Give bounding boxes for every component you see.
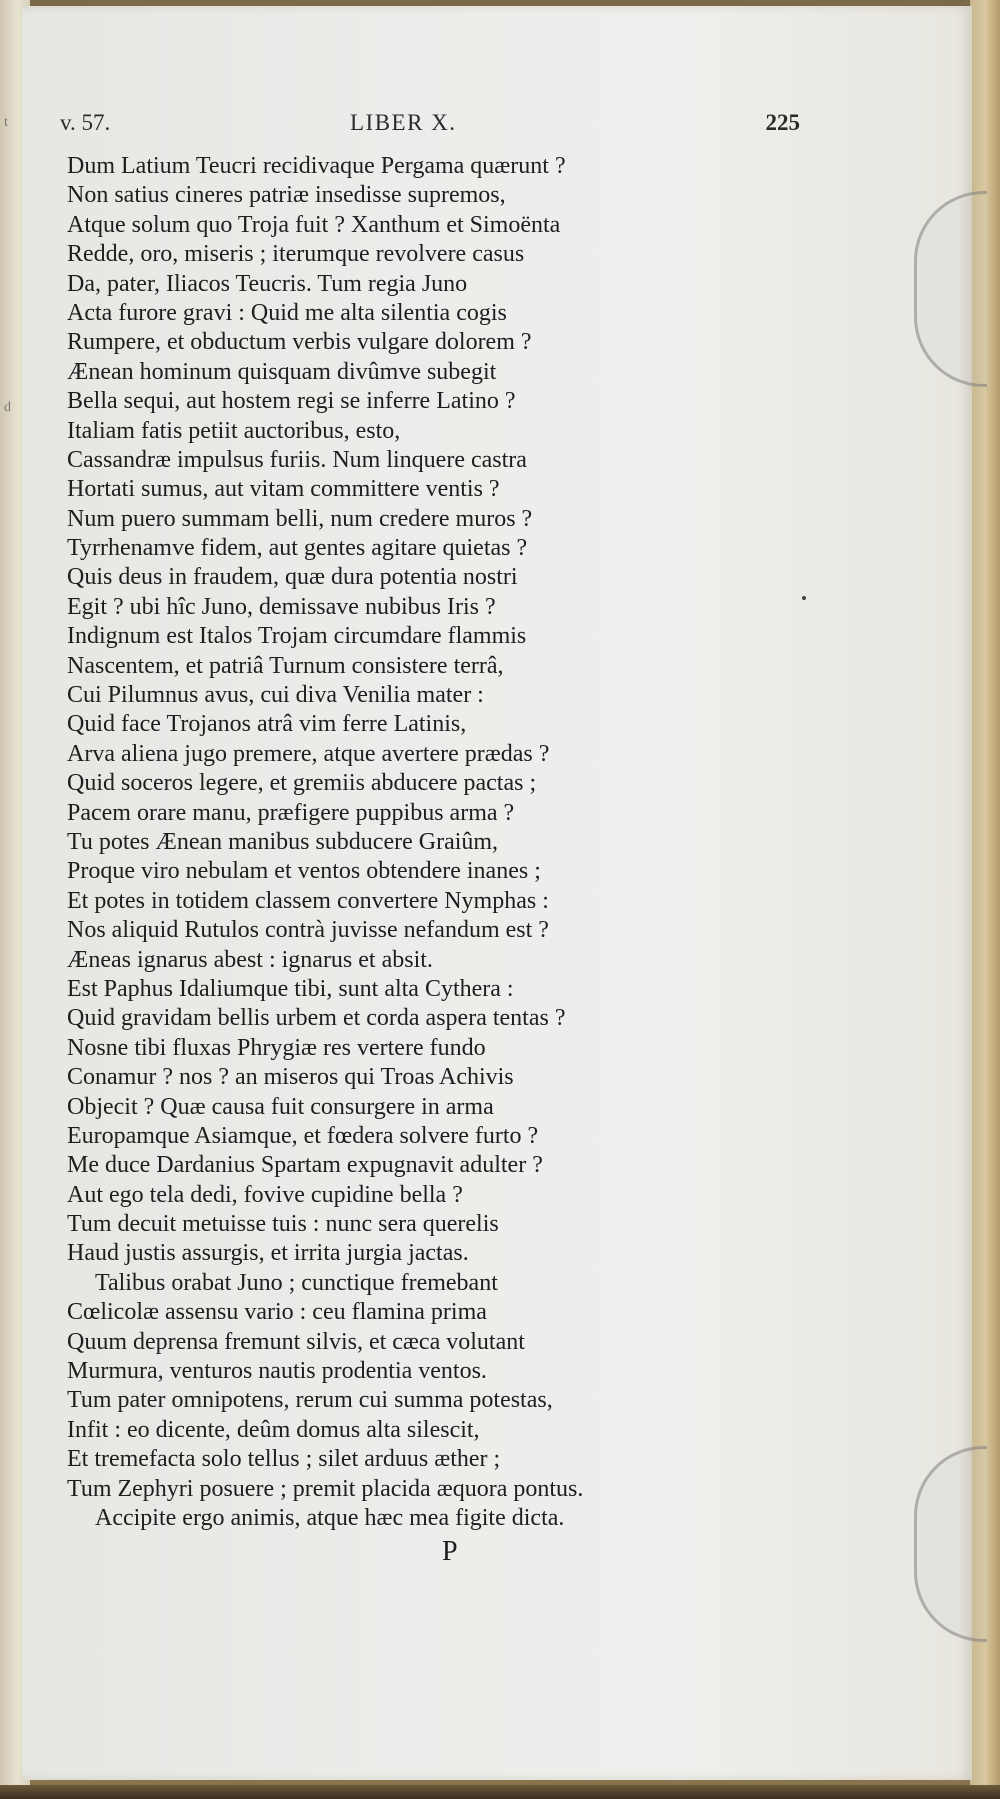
verse-line: Quid gravidam bellis urbem et corda aspera tentas ? bbox=[67, 1005, 566, 1032]
verse-reference: v. 57. bbox=[60, 110, 111, 135]
verse-line: Hortati sumus, aut vitam committere ventis ? bbox=[67, 476, 500, 503]
verse-line: Ænean hominum quisquam divûmve subegit bbox=[67, 358, 497, 385]
verse-line: Da, pater, Iliacos Teucris. Tum regia Juno bbox=[67, 270, 468, 297]
verse-line: Egit ? ubi hîc Juno, demissave nubibus Iris ? bbox=[67, 593, 496, 620]
verse-line: Italiam fatis petiit auctoribus, esto, bbox=[67, 417, 401, 444]
verse-line: Talibus orabat Juno ; cunctique fremebant bbox=[95, 1269, 498, 1296]
verse-line: Æneas ignarus abest : ignarus et absit. bbox=[67, 946, 433, 973]
page-clip-icon bbox=[914, 1446, 987, 1642]
running-header bbox=[60, 110, 800, 142]
verse-line: Haud justis assurgis, et irrita jurgia jactas. bbox=[67, 1240, 469, 1267]
bottom-edge bbox=[0, 1785, 1000, 1799]
verse-line: Me duce Dardanius Spartam expugnavit adulter ? bbox=[67, 1152, 543, 1179]
verse-line: Cœlicolæ assensu vario : ceu flamina prima bbox=[67, 1299, 487, 1326]
verse-line: Nosne tibi fluxas Phrygiæ res vertere fundo bbox=[67, 1034, 486, 1061]
verse-line: Conamur ? nos ? an miseros qui Troas Achivis bbox=[67, 1064, 514, 1091]
verse-line: Bella sequi, aut hostem regi se inferre Latino ? bbox=[67, 388, 516, 415]
verse-line: Num puero summam belli, num credere muros ? bbox=[67, 505, 533, 532]
verse-line: Est Paphus Idaliumque tibi, sunt alta Cythera : bbox=[67, 975, 514, 1002]
verse-line: Tu potes Ænean manibus subducere Graiûm, bbox=[67, 828, 499, 855]
verse-line: Accipite ergo animis, atque hæc mea figite dicta. bbox=[95, 1504, 565, 1531]
verse-line: Et tremefacta solo tellus ; silet arduus æther ; bbox=[67, 1446, 501, 1473]
gutter-mark: t bbox=[4, 115, 8, 130]
verse-line: Quis deus in fraudem, quæ dura potentia nostri bbox=[67, 564, 518, 591]
verse-line: Europamque Asiamque, et fœdera solvere furto ? bbox=[67, 1122, 539, 1149]
signature-mark: P bbox=[442, 1536, 458, 1567]
verse-line: Nos aliquid Rutulos contrà juvisse nefandum est ? bbox=[67, 917, 549, 944]
verse-line: Quid soceros legere, et gremiis abducere pactas ; bbox=[67, 770, 537, 797]
verse-line: Objecit ? Quæ causa fuit consurgere in arma bbox=[67, 1093, 494, 1120]
page-number: 225 bbox=[765, 110, 800, 135]
verse-line: Rumpere, et obductum verbis vulgare dolorem ? bbox=[67, 329, 532, 356]
verse-line: Acta furore gravi : Quid me alta silentia cogis bbox=[67, 299, 507, 326]
verse-line: Murmura, venturos nautis prodentia ventos. bbox=[67, 1358, 487, 1385]
verse-line: Tum Zephyri posuere ; premit placida æquora pontus. bbox=[67, 1475, 584, 1502]
verse-line: Quid face Trojanos atrâ vim ferre Latinis, bbox=[67, 711, 467, 738]
verse-line: Tyrrhenamve fidem, aut gentes agitare quietas ? bbox=[67, 535, 528, 562]
verse-line: Redde, oro, miseris ; iterumque revolvere casus bbox=[67, 241, 525, 268]
verse-line: Infit : eo dicente, deûm domus alta silescit, bbox=[67, 1416, 480, 1443]
verse-line: Cui Pilumnus avus, cui diva Venilia mater : bbox=[67, 682, 484, 709]
verse-line: Indignum est Italos Trojam circumdare flammis bbox=[67, 623, 527, 650]
poem-text bbox=[67, 152, 812, 1533]
verse-line: Quum deprensa fremunt silvis, et cæca volutant bbox=[67, 1328, 525, 1355]
book-title: LIBER X. bbox=[350, 110, 457, 135]
book-page bbox=[22, 6, 972, 1780]
verse-line: Cassandræ impulsus furiis. Num linquere castra bbox=[67, 446, 527, 473]
verse-line: Et potes in totidem classem convertere Nymphas : bbox=[67, 887, 549, 914]
verse-line: Proque viro nebulam et ventos obtendere inanes ; bbox=[67, 858, 541, 885]
verse-line: Tum pater omnipotens, rerum cui summa potestas, bbox=[67, 1387, 553, 1414]
verse-line: Non satius cineres patriæ insedisse supremos, bbox=[67, 182, 506, 209]
gutter-mark: d bbox=[4, 400, 11, 415]
verse-line: Aut ego tela dedi, fovive cupidine bella ? bbox=[67, 1181, 463, 1208]
page-clip-icon bbox=[914, 191, 987, 387]
verse-line: Tum decuit metuisse tuis : nunc sera querelis bbox=[67, 1211, 499, 1238]
verse-line: Atque solum quo Troja fuit ? Xanthum et Simoënta bbox=[67, 211, 561, 238]
verse-line: Nascentem, et patriâ Turnum consistere terrâ, bbox=[67, 652, 504, 679]
verse-line: Pacem orare manu, præfigere puppibus arma ? bbox=[67, 799, 515, 826]
verse-line: Dum Latium Teucri recidivaque Pergama quærunt ? bbox=[67, 153, 566, 179]
verse-line: Arva aliena jugo premere, atque avertere prædas ? bbox=[67, 740, 550, 767]
